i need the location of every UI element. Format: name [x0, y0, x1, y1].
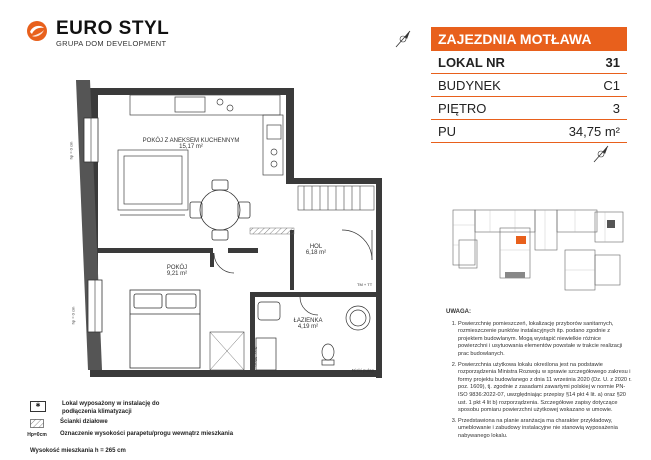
room-name: POKÓJ Z ANEKSEM KUCHENNYM: [142, 138, 240, 144]
room-area: 4,19 m²: [297, 324, 319, 330]
room-area: 6,18 m²: [305, 250, 327, 256]
asterisk-icon: ✱: [30, 401, 46, 412]
room-name: HOL: [309, 244, 323, 250]
window-sill-mark: hp = 0 cm: [68, 141, 74, 160]
legend-row-ac: [30, 401, 233, 416]
info-value: 3: [612, 100, 620, 116]
room-living-kitchen: [141, 138, 241, 150]
info-label: LOKAL NR: [438, 54, 505, 70]
legend-text: Ścianki działowe: [60, 419, 108, 425]
legend-row-sill: [27, 431, 234, 440]
window-sill-mark: hp = 0 cm: [70, 306, 76, 325]
info-row-building: [431, 74, 627, 97]
room-area: 15,17 m²: [179, 144, 203, 150]
legend-text: Lokal wyposażony w instalację do podłączenia klimatyzacji: [62, 401, 160, 415]
shower-width-label: Szer. 90cm: [253, 346, 259, 367]
room-name: POKÓJ: [166, 265, 188, 271]
compass-north-icon-small: [590, 143, 612, 165]
notes-heading: UWAGA:: [446, 309, 471, 315]
info-row-area: [431, 120, 627, 143]
room-hall: [296, 244, 336, 256]
info-label: PU: [438, 123, 457, 139]
note-item: 2. Powierzchnia użytkowa lokalu określona jest na podstawie rozporządzenia Ministra Rozwoju w sprawie szczegółowego zakresu i formy projektu budowlanego z dnia 11 września 2020 (Dz. U. z 2020 r. poz. 1609), tj. zgodnie z zasadami zawartymi polskiej w normie PN-ISO 9836:2022-07, uwzględniając przepisy §14 pkt 4 lit. a) oraz §20 ust. 1 pkt 4 lit b) rozporządzenia. Szczegółowe zapisy dotyczące sposobu pomiaru powierzchni użytkowej wskazano w umowie.: [458, 362, 632, 415]
legend: [27, 401, 234, 443]
euro-styl-logo-icon: [26, 20, 48, 42]
washing-machine-label: TM + TT: [357, 282, 373, 287]
room-bedroom: [152, 265, 202, 277]
brand-name: EURO STYL: [56, 18, 170, 39]
project-title: ZAJEZDNIA MOTŁAWA: [431, 27, 627, 51]
room-name: ŁAZIENKA: [293, 318, 323, 324]
info-value: 31: [605, 54, 620, 70]
info-row-unit: [431, 51, 627, 74]
note-item: 1. Powierzchnię pomieszczeń, lokalizację przyborów sanitarnych, rozmieszczenie punktów instalacyjnych itp. podano zgodnie z projektem budowlanym. Mogą wystąpić niewielkie różnice powierzchni i usytuowania elementów powstałe w trakcie realizacji prac budowlanych.: [458, 321, 632, 359]
apartment-height-note: Wysokość mieszkania h = 265 cm: [30, 448, 126, 454]
info-value: C1: [603, 77, 620, 93]
building-key-plan: [445, 200, 635, 300]
sill-height-symbol: Hp=0cm: [27, 431, 47, 438]
legend-row-partition: [30, 419, 233, 428]
notes-section: [446, 309, 632, 444]
apartment-info-table: [431, 27, 627, 143]
unit-highlight: [516, 236, 526, 244]
info-value: 34,75 m²: [568, 123, 620, 139]
info-row-floor: [431, 97, 627, 120]
room-area: 9,21 m²: [166, 271, 188, 277]
note-item: 3. Przedstawiona na planie aranżacja ma charakter przykładowy, umeblowanie i zabudowy instalacyjne nie stanowią wyposażenia nabywanego lokalu.: [458, 418, 632, 441]
legend-text: Oznaczenie wysokości parapetu/progu wewnątrz mieszkania: [60, 431, 234, 437]
info-label: BUDYNEK: [438, 77, 501, 93]
brand-tagline: GRUPA DOM DEVELOPMENT: [56, 39, 167, 48]
compass-north-icon: [392, 28, 414, 50]
room-bathroom: [283, 318, 333, 330]
hatch-icon: [30, 419, 44, 428]
floor-plan: [60, 70, 400, 410]
low-ceiling-label: Niski pułap: [352, 368, 375, 373]
info-label: PIĘTRO: [438, 100, 487, 116]
